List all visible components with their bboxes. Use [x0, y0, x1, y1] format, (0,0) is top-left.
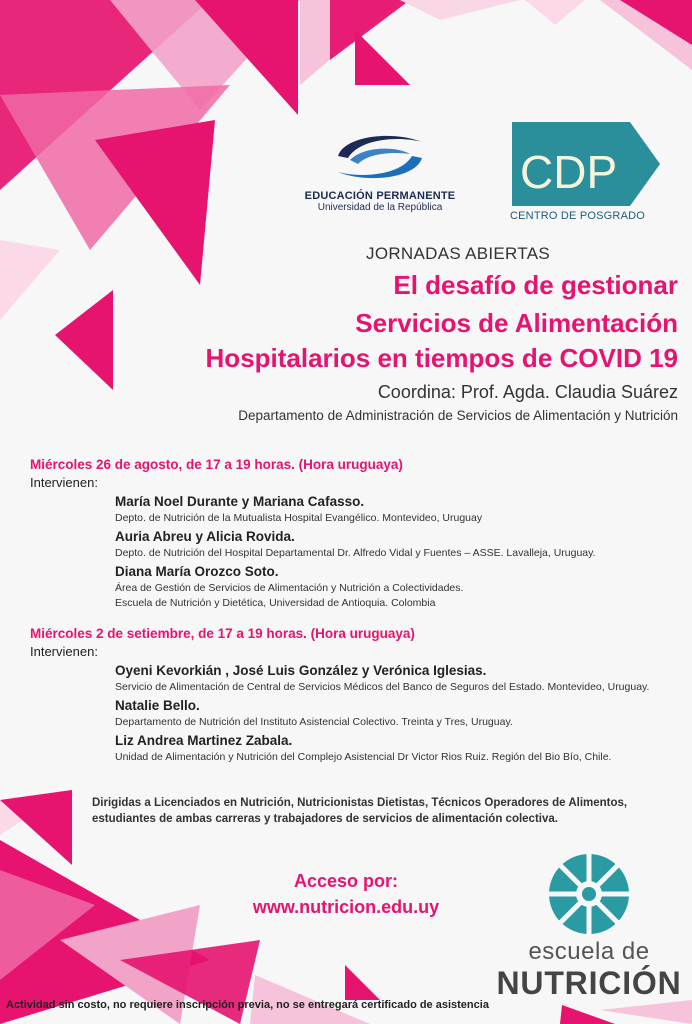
event-title-line-2: Servicios de Alimentación	[355, 308, 678, 338]
speaker-affiliation: Área de Gestión de Servicios de Alimentación y Nutrición a Colectividades.	[115, 582, 464, 594]
access-label: Acceso por:	[293, 871, 399, 891]
speaker	[115, 662, 680, 695]
top-right-triangle-cluster	[525, 0, 692, 70]
speaker-affiliation: Unidad de Alimentación y Nutrición del Complejo Asistencial Dr Victor Rios Ruiz. Región del Bio Bío, Chile.	[115, 751, 612, 763]
event-kicker: JORNADAS ABIERTAS	[366, 244, 550, 263]
access-block	[226, 868, 466, 920]
escuela-nutricion-logo	[496, 852, 682, 1000]
session-2	[30, 625, 680, 765]
speaker-affiliation: Depto. de Nutrición del Hospital Departamental Dr. Alfredo Vidal y Fuentes – ASSE. Lavalleja, Uruguay.	[115, 547, 596, 559]
speaker-name: Auria Abreu y Alicia Rovida.	[115, 529, 295, 544]
audience-note	[92, 795, 672, 827]
event-title-line-3: Hospitalarios en tiempos de COVID 19	[205, 343, 678, 373]
speaker-affiliation: Escuela de Nutrición y Dietética, Universidad de Antioquia. Colombia	[115, 597, 436, 609]
session-date: Miércoles 26 de agosto, de 17 a 19 horas. (Hora uruguaya)	[30, 457, 403, 472]
escuela-nutricion-top: escuela de	[528, 938, 650, 965]
bottom-right-triangle-cluster	[560, 1000, 692, 1024]
speaker	[115, 493, 680, 526]
speaker-name: Liz Andrea Martinez Zabala.	[115, 733, 293, 748]
cdp-logo	[508, 120, 664, 222]
coordinator: Coordina: Prof. Agda. Claudia Suárez	[377, 382, 678, 402]
educacion-permanente-subtitle: Universidad de la República	[317, 202, 443, 213]
department: Departamento de Administración de Servicios de Alimentación y Nutrición	[238, 408, 678, 423]
session-date: Miércoles 2 de setiembre, de 17 a 19 horas. (Hora uruguaya)	[30, 626, 415, 641]
access-url-link[interactable]: www.nutricion.edu.uy	[252, 897, 440, 917]
speaker-affiliation: Departamento de Nutrición del Instituto Asistencial Colectivo. Treinta y Tres, Uruguay.	[115, 716, 513, 728]
speaker-name: Natalie Bello.	[115, 698, 200, 713]
speaker	[115, 528, 680, 561]
speaker	[115, 732, 680, 765]
cdp-caption: CENTRO DE POSGRADO	[510, 210, 646, 222]
footer-note: Actividad sin costo, no requiere inscripción previa, no se entregará certificado de asistencia	[6, 999, 489, 1011]
event-title-line-1: El desafío de gestionar	[393, 270, 678, 300]
speakers-label: Intervienen:	[30, 644, 98, 659]
educacion-permanente-logo	[300, 128, 460, 213]
speaker-name: Oyeni Kevorkián , José Luis González y Verónica Iglesias.	[115, 663, 487, 678]
speaker-name: María Noel Durante y Mariana Cafasso.	[115, 494, 365, 509]
speaker	[115, 563, 680, 611]
speakers-label: Intervienen:	[30, 475, 98, 490]
speaker	[115, 697, 680, 730]
escuela-nutricion-bottom: NUTRICIÓN	[496, 965, 682, 1001]
speaker-affiliation: Depto. de Nutrición de la Mutualista Hospital Evangélico. Montevideo, Uruguay	[115, 512, 483, 524]
audience-line: Dirigidas a Licenciados en Nutrición, Nutricionistas Dietistas, Técnicos Operadores de Alimentos,	[92, 797, 628, 809]
educacion-permanente-title: EDUCACIÓN PERMANENTE	[304, 190, 456, 202]
speaker-affiliation: Servicio de Alimentación de Central de Servicios Médicos del Banco de Seguros del Estado. Montevideo, Uruguay.	[115, 681, 650, 693]
speaker-name: Diana María Orozco Soto.	[115, 564, 279, 579]
audience-line: estudiantes de ambas carreras y trabajadores de servicios de alimentación colectiva.	[92, 813, 558, 825]
session-1	[30, 456, 680, 611]
cdp-mark-text: CDP	[520, 146, 618, 198]
escuela-nutricion-emblem-icon	[547, 852, 631, 936]
cdp-mark-icon	[508, 120, 664, 208]
educacion-permanente-swoosh-icon	[330, 128, 430, 186]
